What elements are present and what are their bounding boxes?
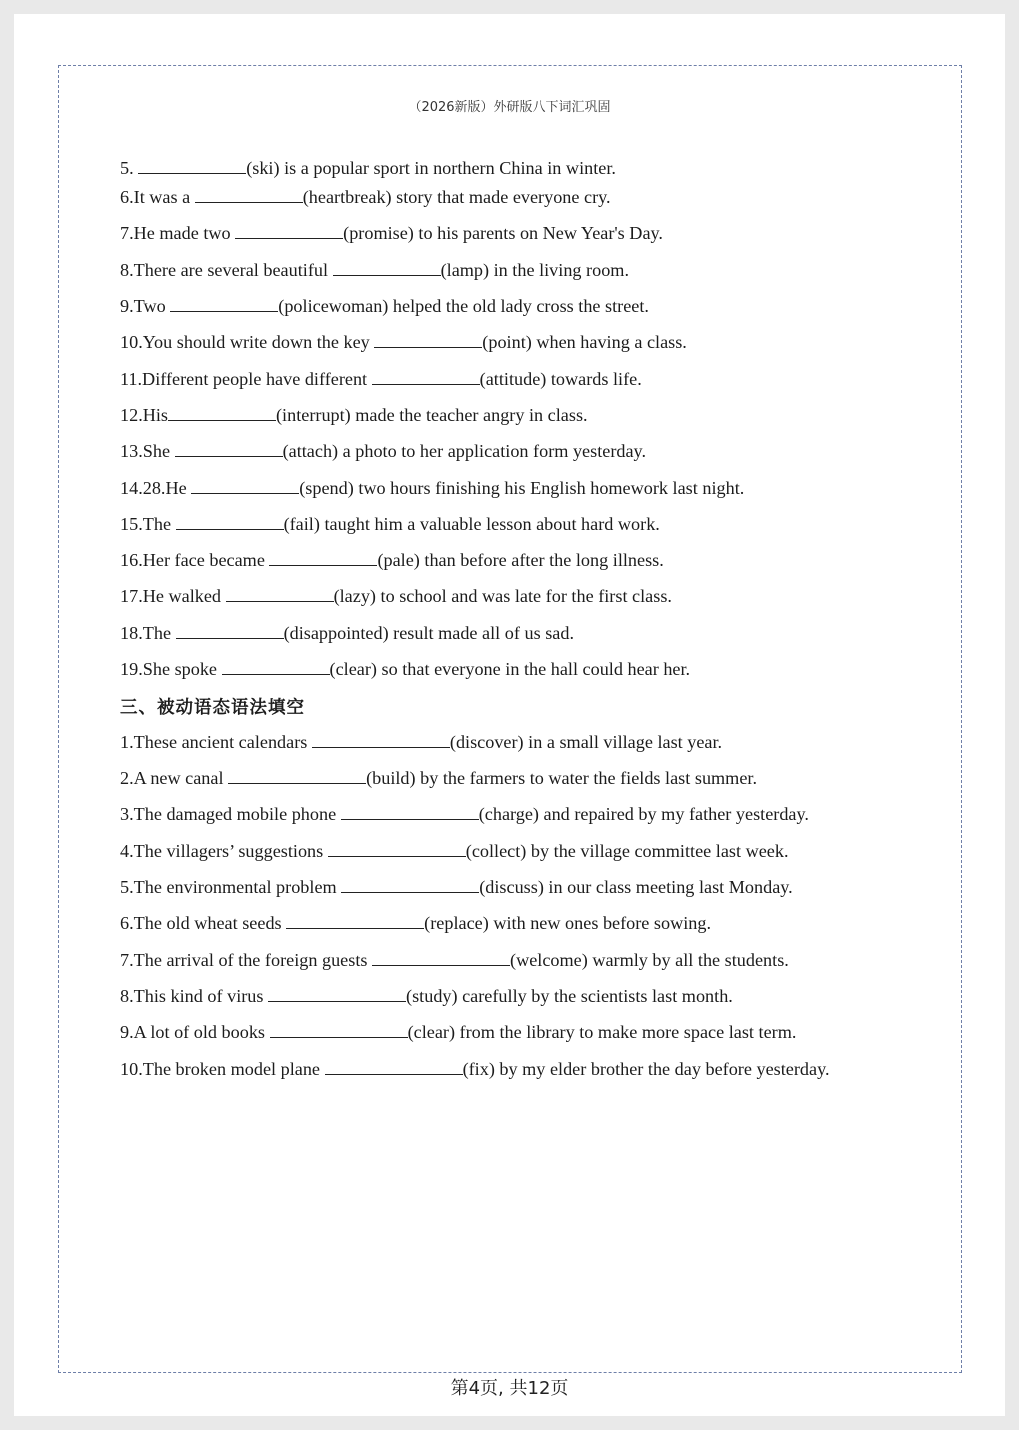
answer-blank[interactable]: [372, 368, 480, 385]
answer-blank[interactable]: [228, 767, 366, 784]
answer-blank[interactable]: [235, 222, 343, 239]
section-heading: 三、被动语态语法填空: [120, 698, 305, 718]
exercise-line: 9.A lot of old books (clear) from the library to make more space last term.: [120, 1022, 797, 1042]
exercise-line: 12.His (interrupt) made the teacher angry in class.: [120, 405, 588, 425]
exercise-line: 15.The (fail) taught him a valuable lesson about hard work.: [120, 514, 660, 534]
answer-blank[interactable]: [328, 840, 466, 857]
exercise-line: 10.You should write down the key (point) when having a class.: [120, 332, 687, 352]
exercise-line: 4.The villagers’ suggestions (collect) by the village committee last week.: [120, 841, 789, 861]
answer-blank[interactable]: [374, 331, 482, 348]
answer-blank[interactable]: [176, 622, 284, 639]
answer-blank[interactable]: [333, 259, 441, 276]
answer-blank[interactable]: [312, 731, 450, 748]
exercise-line: 3.The damaged mobile phone (charge) and repaired by my father yesterday.: [120, 804, 809, 824]
answer-blank[interactable]: [226, 585, 334, 602]
exercise-line: 13.She (attach) a photo to her application form yesterday.: [120, 441, 647, 461]
answer-blank[interactable]: [286, 912, 424, 929]
exercise-line: 8.There are several beautiful (lamp) in the living room.: [120, 260, 629, 280]
exercise-line: 1.These ancient calendars (discover) in a small village last year.: [120, 732, 723, 752]
answer-blank[interactable]: [222, 658, 330, 675]
exercise-line: 2.A new canal (build) by the farmers to water the fields last summer.: [120, 768, 758, 788]
answer-blank[interactable]: [268, 985, 406, 1002]
exercise-line: 10.The broken model plane (fix) by my elder brother the day before yesterday.: [120, 1059, 830, 1079]
answer-blank[interactable]: [341, 876, 479, 893]
answer-blank[interactable]: [372, 949, 510, 966]
answer-blank[interactable]: [270, 1021, 408, 1038]
exercise-line: 7.He made two (promise) to his parents on New Year's Day.: [120, 223, 663, 243]
answer-blank[interactable]: [138, 157, 246, 174]
exercise-line: 5. (ski) is a popular sport in northern China in winter.: [120, 158, 616, 178]
answer-blank[interactable]: [269, 549, 377, 566]
exercise-line: 19.She spoke (clear) so that everyone in the hall could hear her.: [120, 659, 691, 679]
exercise-line: 18.The (disappointed) result made all of us sad.: [120, 623, 574, 643]
answer-blank[interactable]: [325, 1058, 463, 1075]
worksheet-page: [14, 14, 1005, 1416]
answer-blank[interactable]: [191, 477, 299, 494]
answer-blank[interactable]: [170, 295, 278, 312]
exercise-line: 7.The arrival of the foreign guests (welcome) warmly by all the students.: [120, 950, 789, 970]
answer-blank[interactable]: [176, 513, 284, 530]
document-title: （2026新版）外研版八下词汇巩固: [408, 100, 611, 115]
answer-blank[interactable]: [341, 803, 479, 820]
exercise-line: 5.The environmental problem (discuss) in our class meeting last Monday.: [120, 877, 793, 897]
exercise-line: 6.It was a (heartbreak) story that made everyone cry.: [120, 187, 611, 207]
exercise-line: 17.He walked (lazy) to school and was late for the first class.: [120, 586, 672, 606]
answer-blank[interactable]: [195, 186, 303, 203]
answer-blank[interactable]: [168, 404, 276, 421]
exercise-line: 9.Two (policewoman) helped the old lady cross the street.: [120, 296, 649, 316]
answer-blank[interactable]: [175, 440, 283, 457]
exercise-line: 16.Her face became (pale) than before after the long illness.: [120, 550, 664, 570]
exercise-line: 8.This kind of virus (study) carefully by the scientists last month.: [120, 986, 733, 1006]
exercise-line: 11.Different people have different (attitude) towards life.: [120, 369, 642, 389]
page-number: 第4页, 共12页: [450, 1378, 569, 1399]
exercise-line: 14.28.He (spend) two hours finishing his English homework last night.: [120, 478, 745, 498]
exercise-line: 6.The old wheat seeds (replace) with new ones before sowing.: [120, 913, 712, 933]
